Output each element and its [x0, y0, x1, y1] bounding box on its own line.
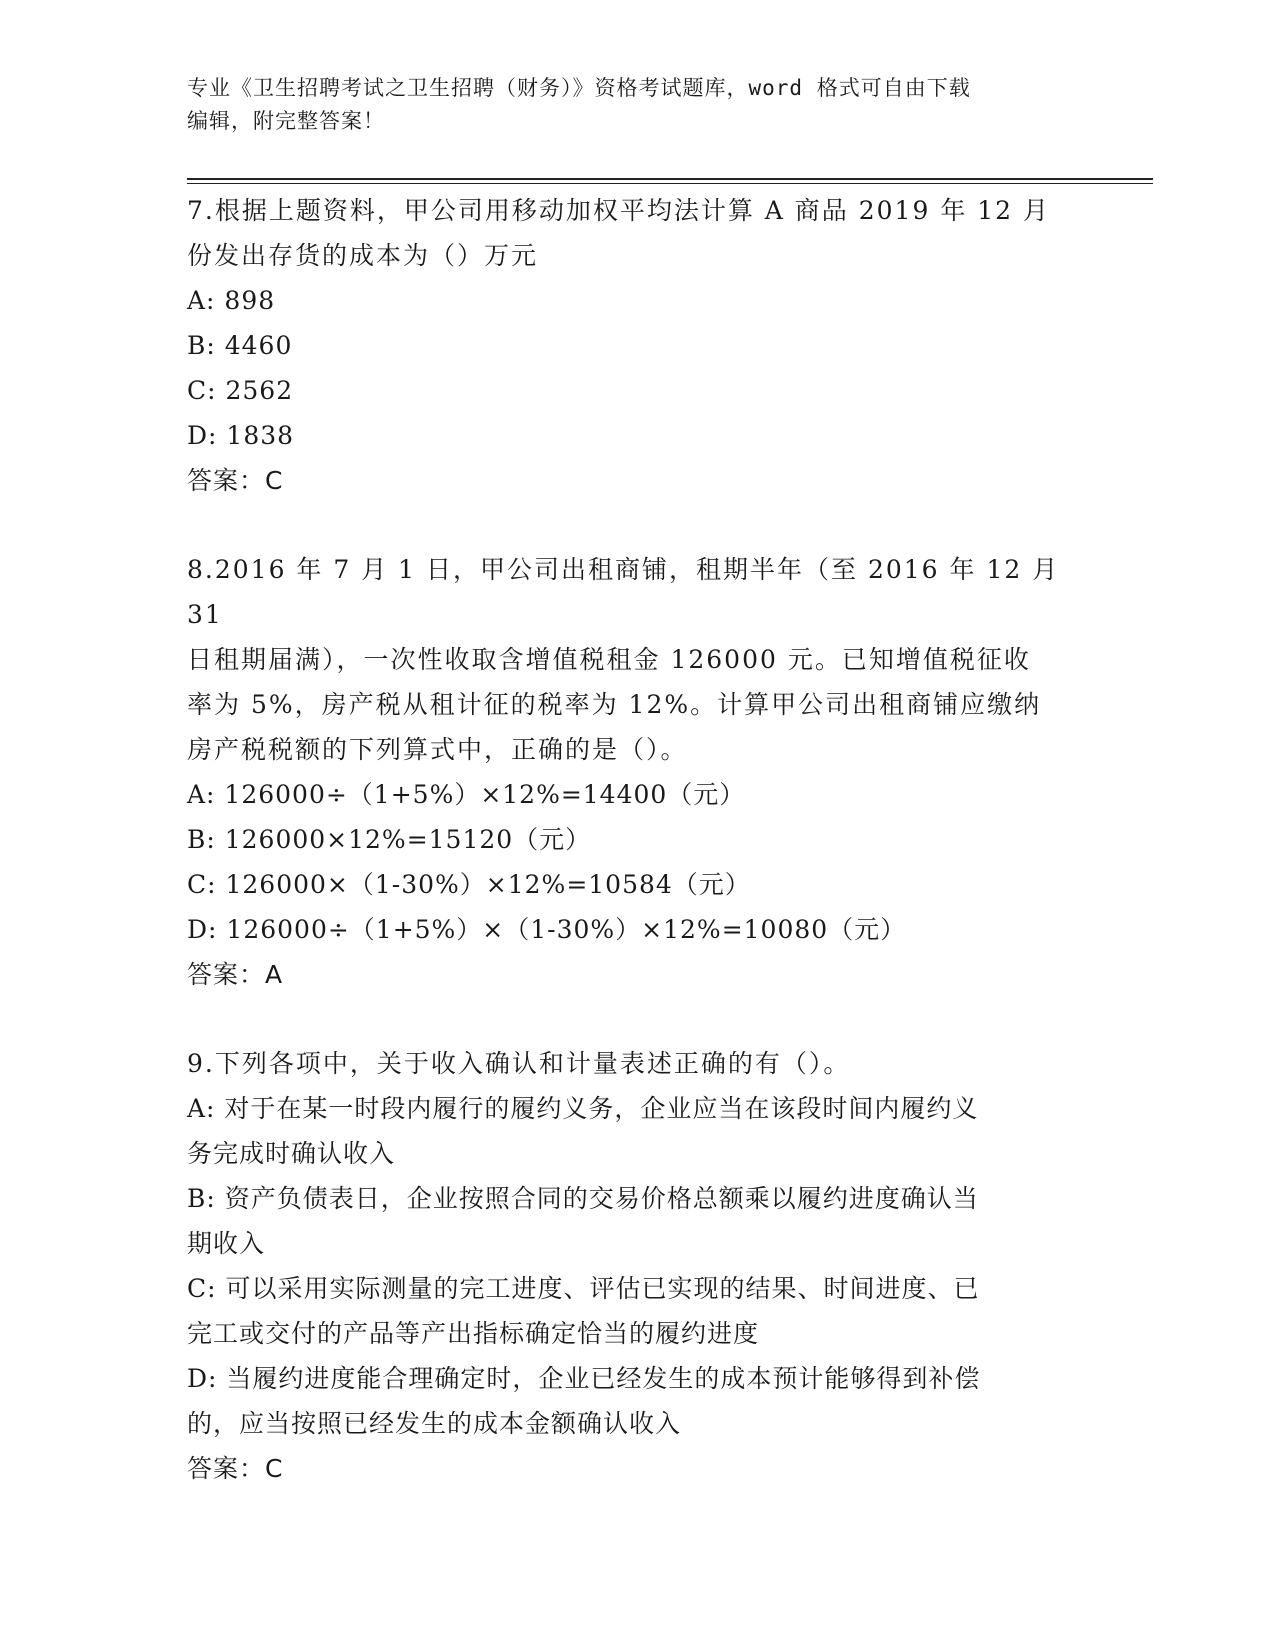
answer-line: 答案：C	[187, 1454, 284, 1483]
question-7	[187, 188, 1087, 503]
header-rule	[187, 178, 1153, 180]
option-d: D: 126000÷（1+5%）×（1-30%）×12%=10080（元）	[187, 915, 907, 944]
question-text: 8.2016 年 7 月 1 日，甲公司出租商铺，租期半年（至 2016 年 12 月 31	[187, 555, 1060, 629]
option-b: B: 4460	[187, 331, 293, 360]
header-line: 编辑，附完整答案！	[187, 109, 385, 133]
question-text: 房产税税额的下列算式中，正确的是（）。	[187, 735, 688, 764]
option-b: B: 126000×12%=15120（元）	[187, 825, 592, 854]
option-a: A: 126000÷（1+5%）×12%=14400（元）	[187, 780, 746, 809]
answer-line: 答案：C	[187, 466, 284, 495]
header-rule-secondary	[187, 183, 1153, 184]
question-list	[187, 188, 1087, 1491]
option-d: D: 当履约进度能合理确定时，企业已经发生的成本预计能够得到补偿	[187, 1364, 981, 1393]
option-a: A: 898	[187, 286, 276, 315]
option-c: C: 126000×（1-30%）×12%=10584（元）	[187, 870, 751, 899]
question-text: 7.根据上题资料，甲公司用移动加权平均法计算 A 商品 2019 年 12 月	[187, 196, 1051, 225]
option-a: A: 对于在某一时段内履行的履约义务，企业应当在该段时间内履约义	[187, 1094, 979, 1123]
option-a-continued: 务完成时确认收入	[187, 1139, 396, 1168]
question-9	[187, 1041, 1087, 1491]
option-c: C: 可以采用实际测量的完工进度、评估已实现的结果、时间进度、已	[187, 1274, 980, 1303]
document-header	[187, 72, 1067, 138]
option-c: C: 2562	[187, 376, 294, 405]
header-line: 专业《卫生招聘考试之卫生招聘（财务）》资格考试题库，word 格式可自由下载	[187, 76, 971, 100]
question-8	[187, 547, 1087, 997]
option-d: D: 1838	[187, 421, 295, 450]
question-text: 率为 5%，房产税从租计征的税率为 12%。计算甲公司出租商铺应缴纳	[187, 690, 1042, 719]
spacer	[187, 503, 1087, 547]
answer-line: 答案：A	[187, 960, 284, 989]
spacer	[187, 997, 1087, 1041]
question-text: 9.下列各项中，关于收入确认和计量表述正确的有（）。	[187, 1049, 851, 1078]
option-c-continued: 完工或交付的产品等产出指标确定恰当的履约进度	[187, 1319, 760, 1348]
option-b: B: 资产负债表日，企业按照合同的交易价格总额乘以履约进度确认当	[187, 1184, 979, 1213]
option-d-continued: 的，应当按照已经发生的成本金额确认收入	[187, 1409, 682, 1438]
question-text: 份发出存货的成本为（）万元	[187, 241, 539, 270]
question-text: 日租期届满），一次性收取含增值税租金 126000 元。已知增值税征收	[187, 645, 1031, 674]
option-b-continued: 期收入	[187, 1229, 266, 1258]
